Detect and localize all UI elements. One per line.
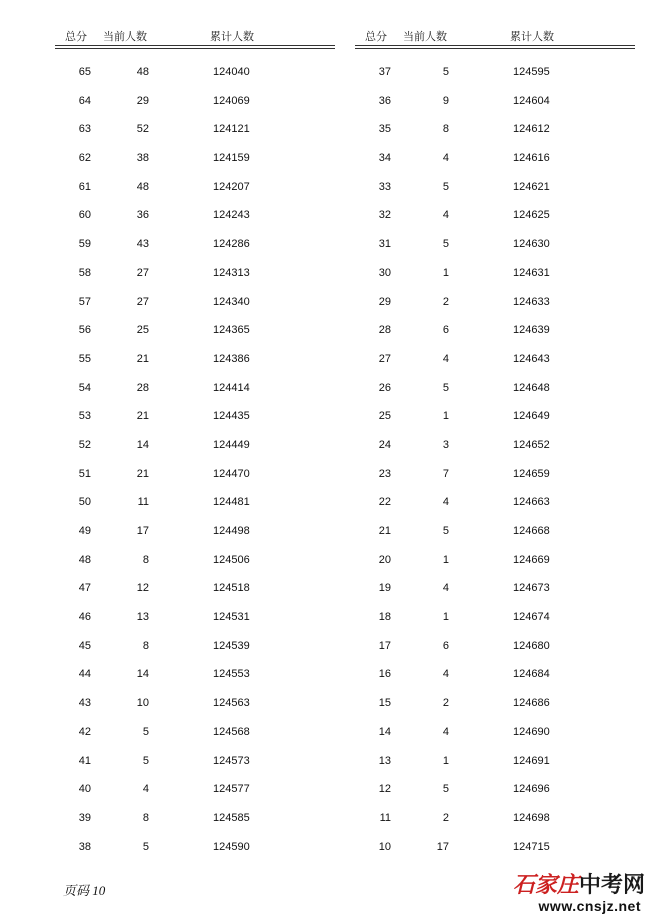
cell-cumulative-count: 124659 [513, 467, 550, 480]
cell-current-count: 8 [142, 639, 149, 652]
cell-cumulative-count: 124313 [213, 266, 250, 279]
table-row [355, 431, 635, 460]
cell-current-count: 29 [136, 94, 149, 107]
table-row [355, 288, 635, 317]
cell-current-count: 21 [136, 410, 149, 423]
cell-current-count: 5 [142, 725, 149, 738]
cell-total-score: 17 [378, 639, 391, 652]
cell-current-count: 8 [142, 553, 149, 566]
table-row [55, 173, 335, 202]
cell-total-score: 12 [378, 783, 391, 796]
cell-current-count: 17 [436, 840, 449, 853]
cell-current-count: 4 [442, 152, 449, 165]
table-row [55, 833, 335, 862]
cell-current-count: 8 [442, 123, 449, 136]
cell-total-score: 23 [378, 467, 391, 480]
table-row [55, 517, 335, 546]
cell-current-count: 6 [442, 324, 449, 337]
table-row [355, 259, 635, 288]
table-row [355, 775, 635, 804]
cell-current-count: 25 [136, 324, 149, 337]
cell-total-score: 48 [78, 553, 91, 566]
cell-cumulative-count: 124506 [213, 553, 250, 566]
cell-cumulative-count: 124585 [213, 811, 250, 824]
cell-total-score: 28 [378, 324, 391, 337]
cell-cumulative-count: 124121 [213, 123, 250, 136]
cell-cumulative-count: 124286 [213, 238, 250, 251]
cell-total-score: 56 [78, 324, 91, 337]
cell-total-score: 46 [78, 611, 91, 624]
table-row [355, 230, 635, 259]
cell-cumulative-count: 124674 [513, 611, 550, 624]
table-row [355, 660, 635, 689]
cell-cumulative-count: 124604 [513, 94, 550, 107]
table-row [355, 488, 635, 517]
cell-cumulative-count: 124498 [213, 525, 250, 537]
cell-current-count: 4 [442, 725, 449, 738]
watermark-url: www.cnsjz.net [538, 898, 641, 914]
cell-total-score: 42 [78, 725, 91, 738]
cell-total-score: 29 [378, 295, 391, 308]
cell-current-count: 4 [142, 783, 149, 796]
header-cumulative-count: 累计人数 [510, 31, 554, 43]
cell-cumulative-count: 124553 [213, 668, 250, 681]
cell-cumulative-count: 124696 [513, 783, 550, 796]
cell-total-score: 37 [378, 66, 391, 78]
cell-total-score: 64 [78, 94, 91, 107]
cell-cumulative-count: 124690 [513, 725, 550, 738]
cell-current-count: 27 [136, 266, 149, 279]
cell-current-count: 48 [136, 66, 149, 78]
cell-cumulative-count: 124449 [213, 438, 250, 451]
table-row [355, 603, 635, 632]
cell-cumulative-count: 124435 [213, 410, 250, 423]
cell-current-count: 38 [136, 152, 149, 165]
table-row [55, 230, 335, 259]
table-row [55, 431, 335, 460]
table-row [55, 632, 335, 661]
cell-current-count: 3 [442, 438, 449, 451]
cell-cumulative-count: 124668 [513, 525, 550, 537]
cell-cumulative-count: 124470 [213, 467, 250, 480]
cell-total-score: 43 [78, 697, 91, 710]
table-row [55, 58, 335, 87]
cell-total-score: 61 [78, 180, 91, 193]
cell-current-count: 5 [442, 66, 449, 78]
cell-current-count: 5 [442, 381, 449, 394]
cell-cumulative-count: 124577 [213, 783, 250, 796]
site-watermark-logo [480, 868, 645, 916]
cell-current-count: 52 [136, 123, 149, 136]
cell-total-score: 26 [378, 381, 391, 394]
cell-current-count: 8 [142, 811, 149, 824]
cell-current-count: 2 [442, 295, 449, 308]
cell-current-count: 28 [136, 381, 149, 394]
table-row [355, 144, 635, 173]
table-row [55, 259, 335, 288]
table-row [55, 288, 335, 317]
header-rule [55, 48, 335, 49]
table-row [55, 546, 335, 575]
table-row [55, 115, 335, 144]
cell-cumulative-count: 124698 [513, 811, 550, 824]
cell-cumulative-count: 124573 [213, 754, 250, 767]
cell-cumulative-count: 124625 [513, 209, 550, 222]
cell-cumulative-count: 124531 [213, 611, 250, 624]
table-row [355, 58, 635, 87]
cell-cumulative-count: 124669 [513, 553, 550, 566]
cell-total-score: 19 [378, 582, 391, 595]
cell-cumulative-count: 124481 [213, 496, 250, 509]
cell-cumulative-count: 124648 [513, 381, 550, 394]
table-row [55, 144, 335, 173]
header-rule [55, 45, 335, 46]
table-row [355, 517, 635, 546]
cell-current-count: 4 [442, 209, 449, 222]
cell-cumulative-count: 124340 [213, 295, 250, 308]
cell-total-score: 53 [78, 410, 91, 423]
cell-current-count: 1 [442, 553, 449, 566]
cell-total-score: 32 [378, 209, 391, 222]
table-row [355, 201, 635, 230]
cell-current-count: 1 [442, 266, 449, 279]
cell-total-score: 33 [378, 180, 391, 193]
cell-total-score: 16 [378, 668, 391, 681]
cell-total-score: 38 [78, 840, 91, 853]
cell-current-count: 5 [142, 754, 149, 767]
cell-total-score: 15 [378, 697, 391, 710]
cell-total-score: 39 [78, 811, 91, 824]
table-row [355, 173, 635, 202]
table-row [355, 689, 635, 718]
cell-total-score: 54 [78, 381, 91, 394]
table-row [55, 574, 335, 603]
cell-cumulative-count: 124207 [213, 180, 250, 193]
cell-current-count: 36 [136, 209, 149, 222]
table-row [355, 747, 635, 776]
cell-current-count: 14 [136, 668, 149, 681]
table-body [355, 58, 635, 861]
cell-total-score: 11 [379, 811, 391, 824]
cell-total-score: 49 [78, 525, 91, 537]
table-row [55, 345, 335, 374]
cell-cumulative-count: 124621 [513, 180, 550, 193]
cell-cumulative-count: 124663 [513, 496, 550, 509]
cell-current-count: 27 [136, 295, 149, 308]
cell-total-score: 55 [78, 352, 91, 365]
cell-total-score: 22 [378, 496, 391, 509]
cell-total-score: 60 [78, 209, 91, 222]
cell-total-score: 50 [78, 496, 91, 509]
cell-current-count: 17 [136, 525, 149, 537]
cell-total-score: 40 [78, 783, 91, 796]
cell-total-score: 18 [378, 611, 391, 624]
cell-current-count: 1 [442, 410, 449, 423]
cell-cumulative-count: 124639 [513, 324, 550, 337]
cell-current-count: 5 [142, 840, 149, 853]
cell-total-score: 45 [78, 639, 91, 652]
cell-cumulative-count: 124652 [513, 438, 550, 451]
table-row [55, 201, 335, 230]
cell-current-count: 12 [136, 582, 149, 595]
cell-total-score: 47 [78, 582, 91, 595]
cell-cumulative-count: 124680 [513, 639, 550, 652]
table-row [355, 87, 635, 116]
table-row [355, 574, 635, 603]
cell-current-count: 21 [136, 467, 149, 480]
table-row [55, 603, 335, 632]
cell-cumulative-count: 124595 [513, 66, 550, 78]
cell-total-score: 63 [78, 123, 91, 136]
cell-current-count: 11 [137, 496, 149, 509]
table-row [55, 402, 335, 431]
table-row [55, 775, 335, 804]
cell-current-count: 5 [442, 525, 449, 537]
table-row [55, 316, 335, 345]
cell-current-count: 4 [442, 496, 449, 509]
cell-total-score: 35 [378, 123, 391, 136]
cell-current-count: 7 [442, 467, 449, 480]
table-header [55, 0, 335, 46]
cell-current-count: 4 [442, 352, 449, 365]
cell-current-count: 5 [442, 180, 449, 193]
cell-cumulative-count: 124040 [213, 66, 250, 78]
header-total-score: 总分 [65, 31, 87, 43]
table-row [355, 546, 635, 575]
table-row [355, 833, 635, 862]
table-row [55, 87, 335, 116]
header-current-count: 当前人数 [103, 31, 147, 43]
cell-cumulative-count: 124590 [213, 840, 250, 853]
cell-cumulative-count: 124612 [513, 123, 550, 136]
header-total-score: 总分 [365, 31, 387, 43]
cell-current-count: 1 [442, 754, 449, 767]
table-row [355, 316, 635, 345]
cell-cumulative-count: 124568 [213, 725, 250, 738]
cell-cumulative-count: 124633 [513, 295, 550, 308]
cell-cumulative-count: 124616 [513, 152, 550, 165]
cell-total-score: 51 [78, 467, 91, 480]
cell-cumulative-count: 124539 [213, 639, 250, 652]
cell-cumulative-count: 124563 [213, 697, 250, 710]
table-row [355, 402, 635, 431]
table-row [55, 374, 335, 403]
table-row [55, 747, 335, 776]
cell-total-score: 59 [78, 238, 91, 251]
cell-cumulative-count: 124631 [513, 266, 550, 279]
table-row [355, 115, 635, 144]
table-row [355, 345, 635, 374]
page-number: 页码 10 [63, 883, 106, 898]
table-row [355, 632, 635, 661]
cell-total-score: 10 [378, 840, 391, 853]
cell-total-score: 36 [378, 94, 391, 107]
cell-total-score: 58 [78, 266, 91, 279]
cell-cumulative-count: 124686 [513, 697, 550, 710]
cell-total-score: 24 [378, 438, 391, 451]
header-rule [355, 48, 635, 49]
cell-total-score: 65 [78, 66, 91, 78]
cell-total-score: 21 [378, 525, 391, 537]
cell-current-count: 48 [136, 180, 149, 193]
cell-cumulative-count: 124643 [513, 352, 550, 365]
header-current-count: 当前人数 [403, 31, 447, 43]
header-cumulative-count: 累计人数 [210, 31, 254, 43]
cell-total-score: 44 [78, 668, 91, 681]
cell-current-count: 9 [442, 94, 449, 107]
cell-current-count: 43 [136, 238, 149, 251]
cell-total-score: 31 [378, 238, 391, 251]
cell-cumulative-count: 124159 [213, 152, 250, 165]
cell-total-score: 27 [378, 352, 391, 365]
cell-total-score: 52 [78, 438, 91, 451]
cell-current-count: 1 [442, 611, 449, 624]
cell-current-count: 10 [136, 697, 149, 710]
watermark-brand-text: 中考网 [578, 873, 645, 898]
cell-current-count: 2 [442, 811, 449, 824]
table-header [355, 0, 635, 46]
cell-total-score: 30 [378, 266, 391, 279]
table-row [355, 460, 635, 489]
watermark-title [513, 868, 645, 899]
cell-total-score: 62 [78, 152, 91, 165]
cell-current-count: 5 [442, 783, 449, 796]
cell-cumulative-count: 124518 [213, 582, 250, 595]
cell-current-count: 4 [442, 668, 449, 681]
cell-total-score: 57 [78, 295, 91, 308]
cell-cumulative-count: 124365 [213, 324, 250, 337]
cell-cumulative-count: 124673 [513, 582, 550, 595]
table-column-right [355, 0, 635, 853]
table-row [55, 689, 335, 718]
cell-cumulative-count: 124684 [513, 668, 550, 681]
cell-current-count: 2 [442, 697, 449, 710]
cell-cumulative-count: 124691 [513, 754, 550, 767]
cell-total-score: 13 [378, 754, 391, 767]
header-rule [355, 45, 635, 46]
cell-cumulative-count: 124649 [513, 410, 550, 423]
table-row [55, 660, 335, 689]
cell-total-score: 34 [378, 152, 391, 165]
table-column-left [55, 0, 335, 853]
table-row [55, 804, 335, 833]
cell-cumulative-count: 124715 [513, 840, 550, 853]
cell-current-count: 14 [136, 438, 149, 451]
cell-current-count: 6 [442, 639, 449, 652]
table-row [355, 374, 635, 403]
table-row [355, 718, 635, 747]
cell-total-score: 41 [78, 754, 91, 767]
cell-total-score: 25 [378, 410, 391, 423]
table-body [55, 58, 335, 861]
watermark-script-text: 石家庄 [512, 872, 579, 898]
cell-cumulative-count: 124243 [213, 209, 250, 222]
cell-cumulative-count: 124069 [213, 94, 250, 107]
table-row [355, 804, 635, 833]
cell-total-score: 14 [378, 725, 391, 738]
cell-current-count: 13 [136, 611, 149, 624]
cell-current-count: 5 [442, 238, 449, 251]
table-row [55, 460, 335, 489]
cell-cumulative-count: 124414 [213, 381, 250, 394]
cell-cumulative-count: 124630 [513, 238, 550, 251]
table-row [55, 718, 335, 747]
cell-current-count: 21 [136, 352, 149, 365]
cell-cumulative-count: 124386 [213, 352, 250, 365]
cell-current-count: 4 [442, 582, 449, 595]
table-row [55, 488, 335, 517]
cell-total-score: 20 [378, 553, 391, 566]
